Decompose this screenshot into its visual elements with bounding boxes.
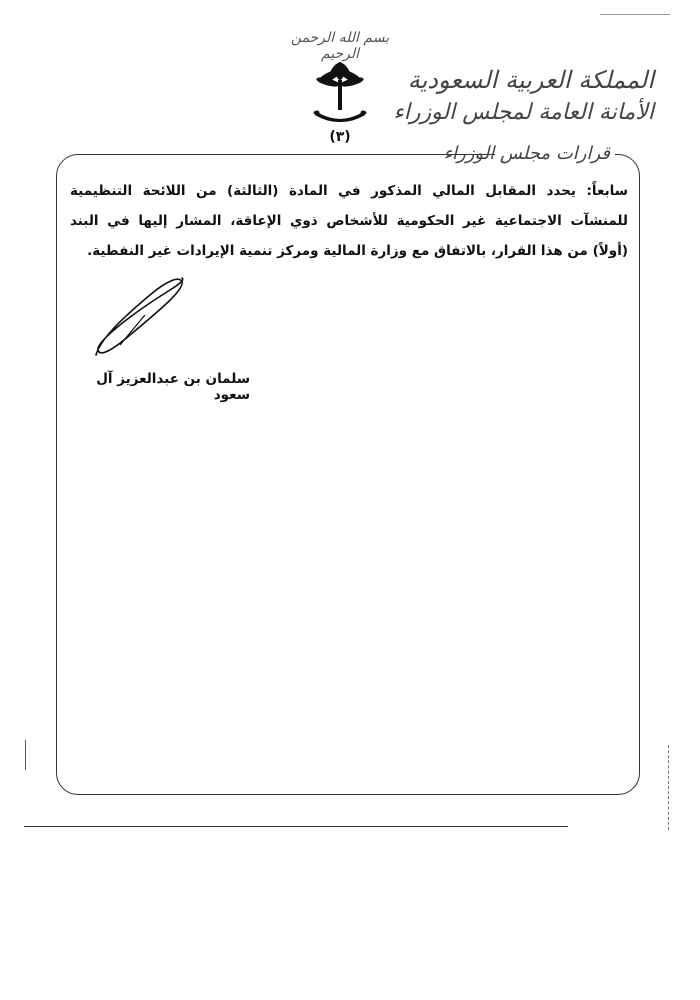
saudi-emblem-icon	[308, 62, 372, 144]
org-name-line2: الأمانة العامة لمجلس الوزراء	[393, 100, 654, 125]
clause-paragraph	[70, 176, 628, 266]
right-edge-dots	[668, 745, 670, 830]
handwritten-signature	[90, 270, 200, 365]
emblem-number: (٣)	[329, 129, 351, 144]
org-name-line3: قرارات مجلس الوزراء	[443, 143, 610, 164]
signer-name: سلمان بن عبدالعزيز آل سعود	[96, 371, 250, 403]
top-right-rule	[600, 14, 670, 15]
left-margin-line	[25, 740, 26, 770]
org-name-line1: المملكة العربية السعودية	[407, 66, 654, 94]
clause-label: سابعاً:	[586, 183, 628, 199]
basmala: بسم الله الرحمن الرحيم	[290, 30, 390, 62]
clause-text: يحدد المقابل المالي المذكور في المادة (الثالثة) من اللائحة التنظيمية للمنشآت الاجتماعية غير الحكومية للأشخاص ذوي الإعاقة، المشار إليها في البند (أولاً) من هذا القرار، بالاتفاق مع وزارة المالية ومركز تنمية الإيرادات غير النفطية.	[70, 183, 628, 259]
bottom-rule	[24, 826, 568, 827]
